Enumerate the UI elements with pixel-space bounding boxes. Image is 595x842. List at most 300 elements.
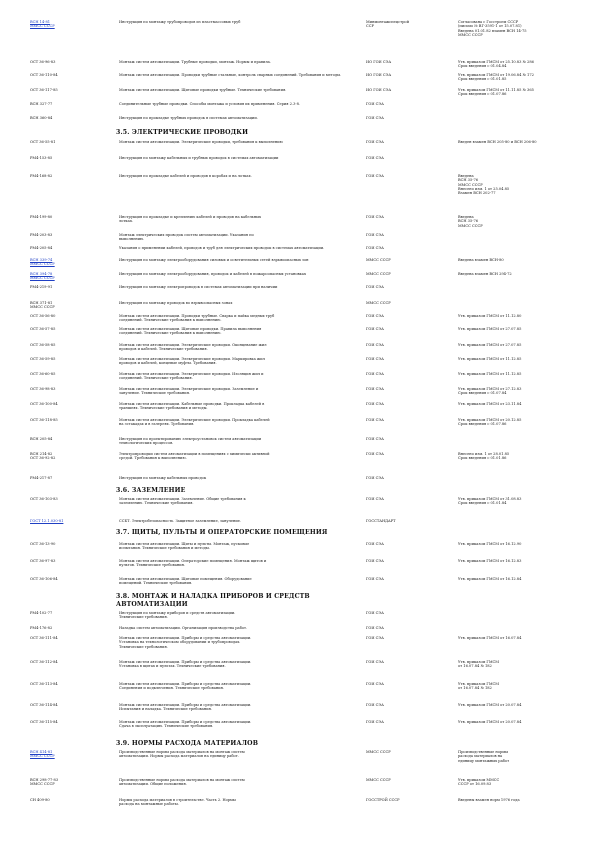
document-status-line: Утв. приказом ГМСМ от 11.12.80 xyxy=(458,314,522,318)
document-code-line: ОСТ 36-96-83 xyxy=(30,60,56,64)
document-code-line: ММСС СССР xyxy=(30,782,55,787)
document-status-line: Утв. приказом ГМСМ от 25.10.83 № 286 xyxy=(458,60,534,64)
document-title-line: Соединительные трубные проводки. Способы монтажа и условия их применения. Серия 2.3-8. xyxy=(119,102,301,106)
document-title xyxy=(119,372,366,381)
document-status xyxy=(458,215,575,228)
document-organization xyxy=(366,258,458,267)
document-code-line: ОСТ 36-13-90 xyxy=(30,542,56,546)
document-status xyxy=(458,682,575,691)
document-organization xyxy=(366,611,458,620)
document-status-line: ММСС СССР xyxy=(458,182,483,187)
document-status-line: Утв. приказом ГМСМ от 20.12.85 xyxy=(458,418,522,422)
document-code-line: ОСТ 36-56-80 xyxy=(30,314,56,318)
document-title-line: Монтаж электрических проводок систем автоматизации. Указания по xyxy=(119,233,254,237)
document-title-line: Инструкция по монтажу электрооборудования, проводок и кабелей в пожароопасных установках xyxy=(119,272,306,276)
document-title-line: Монтаж систем автоматизации. Щитовые помещения. Оборудование xyxy=(119,577,252,581)
document-row xyxy=(30,285,575,289)
document-organization-line: ГОИ СЭА xyxy=(366,285,384,289)
document-code-line: ОСТ 36-117-85 xyxy=(30,88,58,92)
document-organization xyxy=(366,215,458,228)
document-status xyxy=(458,327,575,336)
document-code-line[interactable]: ММСС СССР xyxy=(30,754,55,759)
document-title-line: средой. Требования к выполнению. xyxy=(119,456,187,461)
document-code[interactable] xyxy=(30,519,119,523)
document-row xyxy=(30,577,575,586)
document-code-line[interactable]: ГОСТ 12.1.030-81 xyxy=(30,519,64,523)
document-status-line: Введен взамен ВСН 205-80 и ВСН 206-80 xyxy=(458,140,537,144)
document-code xyxy=(30,798,119,807)
document-title-line: Технические требования. xyxy=(119,615,168,620)
document-row xyxy=(30,140,575,144)
document-code xyxy=(30,559,119,568)
document-title-line: Монтаж систем автоматизации. Электрические проводки, требования к выполнению xyxy=(119,140,283,144)
document-status-line: Введена xyxy=(458,215,474,219)
document-code xyxy=(30,611,119,620)
document-code-line: ОСТ 36-115-84 xyxy=(30,720,58,724)
document-status xyxy=(458,402,575,411)
document-row xyxy=(30,156,575,160)
document-title xyxy=(119,116,366,120)
document-title xyxy=(119,720,366,729)
document-code xyxy=(30,778,119,787)
document-organization-line: ИО ГОИ СЭА xyxy=(366,73,392,77)
document-row xyxy=(30,343,575,352)
document-organization-line: ГОИ СЭА xyxy=(366,387,384,391)
document-organization xyxy=(366,402,458,411)
document-organization xyxy=(366,343,458,352)
document-status-line: Утв. приказом ГМСМ xyxy=(458,682,499,686)
document-code xyxy=(30,636,119,649)
document-organization xyxy=(366,314,458,323)
document-status xyxy=(458,497,575,506)
document-organization xyxy=(366,452,458,461)
document-status xyxy=(458,343,575,352)
document-title-line: Монтаж систем автоматизации. Электрические проводки. Маркировка жил xyxy=(119,357,265,361)
document-organization-line: ГОИ СЭА xyxy=(366,233,384,237)
document-title xyxy=(119,233,366,242)
section-heading: 3.8. МОНТАЖ И НАЛАДКА ПРИБОРОВ И СРЕДСТВ xyxy=(116,593,310,600)
document-title-line: Монтаж систем автоматизации. Операторские помещения. Монтаж щитов и xyxy=(119,559,267,563)
document-status xyxy=(458,233,575,242)
document-status-line: ВСН 35-76 xyxy=(458,219,479,224)
document-row xyxy=(30,611,575,620)
document-code-line: РМ4-153-85 xyxy=(30,156,53,160)
document-title xyxy=(119,611,366,620)
document-title xyxy=(119,660,366,669)
document-status-line: Утв. приказом ГМСМ от 11.12.85 xyxy=(458,357,522,361)
document-code-line[interactable]: ВСН 394-78 xyxy=(30,272,53,276)
document-code-line: РМ4-217-87 xyxy=(30,476,53,480)
document-organization-line: ГОИ СЭА xyxy=(366,174,384,178)
document-organization xyxy=(366,233,458,242)
document-code xyxy=(30,60,119,69)
document-code-line: ОСТ 36-118-85 xyxy=(30,418,58,422)
document-status-line: Утв. приказом ГМСМ xyxy=(458,660,499,664)
document-organization-line: ИО ГОИ СЭА xyxy=(366,60,392,64)
document-status xyxy=(458,156,575,160)
document-code-line[interactable]: ВСН 14-81 xyxy=(30,20,51,24)
document-status xyxy=(458,140,575,144)
document-code-line: ОСТ 36-103-83 xyxy=(30,497,58,501)
document-status-line: Утв. приказом ММСС xyxy=(458,778,500,782)
document-title xyxy=(119,20,366,37)
document-code xyxy=(30,102,119,106)
document-organization xyxy=(366,285,458,289)
document-code xyxy=(30,357,119,366)
document-status-line: Срок введения с 01.04.84 xyxy=(458,64,507,69)
document-code-line[interactable]: ММСС СССР xyxy=(30,262,55,267)
document-code-line: ОСТ 36-111-84 xyxy=(30,636,58,640)
document-title xyxy=(119,285,366,289)
document-status xyxy=(458,357,575,366)
document-organization xyxy=(366,357,458,366)
document-status-line: Введена 01.01.82 взамен ВСН 14-75 xyxy=(458,28,527,33)
document-organization xyxy=(366,476,458,480)
document-title-line: соединений. Технические требования. xyxy=(119,376,193,381)
document-organization xyxy=(366,174,458,195)
document-title-line: Монтаж систем автоматизации. Электрические проводки. Изоляция жил и xyxy=(119,372,264,376)
document-code xyxy=(30,437,119,446)
document-status-line: Введена взамен ВСН 294-72 xyxy=(458,272,512,276)
document-code xyxy=(30,577,119,586)
document-status xyxy=(458,519,575,523)
document-status xyxy=(458,301,575,310)
document-row xyxy=(30,542,575,551)
document-code[interactable] xyxy=(30,750,119,763)
document-title xyxy=(119,215,366,228)
document-title-line: Производственные нормы расхода материалов на монтаж систем xyxy=(119,778,245,782)
document-organization xyxy=(366,519,458,523)
document-title-line: технологических процессов. xyxy=(119,441,174,446)
document-code xyxy=(30,343,119,352)
document-title xyxy=(119,497,366,506)
document-organization xyxy=(366,497,458,506)
document-code xyxy=(30,497,119,506)
document-title xyxy=(119,542,366,551)
document-code xyxy=(30,660,119,669)
document-status-line: Срок введения с 01.01.85 xyxy=(458,77,507,82)
document-code-line: СН 409-80 xyxy=(30,798,50,802)
document-code-line: ВСН 360-84 xyxy=(30,116,53,120)
document-status-line: ВСН 35-76 xyxy=(458,178,479,183)
document-status-line: Утв. приказом ГМСМ от 16.07.84 xyxy=(458,636,522,640)
document-organization-line: ГОИ СЭА xyxy=(366,156,384,160)
document-status xyxy=(458,798,575,807)
document-status-line: Срок введения с 01.01.86 xyxy=(458,456,507,461)
document-row xyxy=(30,452,575,461)
document-status xyxy=(458,174,575,195)
document-code xyxy=(30,476,119,480)
document-title-line: проводов и кабелей. Технические требования. xyxy=(119,347,208,352)
document-code xyxy=(30,233,119,242)
document-code-line: ОСТ 36-113-84 xyxy=(30,682,58,686)
document-title-line: лотках. xyxy=(119,219,133,224)
document-title-line: Производственные нормы расхода материалов на монтаж систем xyxy=(119,750,245,754)
document-title-line: Соединения и подключения. Технические требования. xyxy=(119,686,225,691)
document-organization xyxy=(366,272,458,281)
document-row xyxy=(30,750,575,763)
document-title-line: Наладка систем автоматизации. Организация производства работ. xyxy=(119,626,248,630)
document-organization xyxy=(366,542,458,551)
document-code-line: РМ4-199-80 xyxy=(30,215,53,219)
document-status xyxy=(458,476,575,480)
document-status-line: Утв. приказом ГМСМ от 27.12.83 xyxy=(458,387,522,391)
document-organization xyxy=(366,372,458,381)
document-organization-line: ГОИ СЭА xyxy=(366,611,384,615)
document-row xyxy=(30,314,575,323)
document-title-line: Нормы расхода материалов в строительстве. Часть 2. Нормы xyxy=(119,798,236,802)
document-code xyxy=(30,703,119,712)
document-code xyxy=(30,542,119,551)
document-status-line: Срок введения с 01.07.84 xyxy=(458,391,507,396)
document-row xyxy=(30,798,575,807)
document-row xyxy=(30,682,575,691)
document-organization-line: ГОИ СЭА xyxy=(366,559,384,563)
document-code xyxy=(30,682,119,691)
document-organization xyxy=(366,577,458,586)
document-code[interactable] xyxy=(30,258,119,267)
document-title xyxy=(119,636,366,649)
document-organization xyxy=(366,387,458,396)
document-code-line[interactable]: ММСС СССР xyxy=(30,276,55,281)
document-status-line: Утв. приказом ГМСМ от 31.08.83 xyxy=(458,497,522,501)
document-code-line: РМ4-102-77 xyxy=(30,611,53,615)
document-title xyxy=(119,402,366,411)
document-code[interactable] xyxy=(30,272,119,281)
document-row xyxy=(30,327,575,336)
document-organization xyxy=(366,778,458,787)
document-row xyxy=(30,301,575,310)
document-title xyxy=(119,73,366,82)
section-heading: 3.5. ЭЛЕКТРИЧЕСКИЕ ПРОВОДКИ xyxy=(116,129,249,136)
document-code xyxy=(30,73,119,82)
document-title xyxy=(119,258,366,267)
document-row xyxy=(30,402,575,411)
document-title-line: Электропроводки систем автоматизации в помещениях с химически активной xyxy=(119,452,270,456)
document-status-line: ММСС СССР xyxy=(458,223,483,228)
document-row xyxy=(30,372,575,381)
document-organization xyxy=(366,246,458,250)
document-status xyxy=(458,60,575,69)
document-title-line: зануление. Технические требования. xyxy=(119,391,191,396)
document-code xyxy=(30,327,119,336)
document-organization xyxy=(366,626,458,630)
document-title xyxy=(119,577,366,586)
document-title-line: Монтаж систем автоматизации. Приборы и средства автоматизации. xyxy=(119,703,252,707)
document-title xyxy=(119,703,366,712)
document-code xyxy=(30,116,119,120)
document-organization xyxy=(366,102,458,106)
document-code xyxy=(30,387,119,396)
document-status xyxy=(458,372,575,381)
document-code-line: ВСН 371-81 xyxy=(30,301,53,305)
document-organization-line: ММСС СССР xyxy=(366,258,391,262)
document-status-line: Внесено изм. 1 от 25.04.85 xyxy=(458,186,510,191)
document-code xyxy=(30,285,119,289)
document-status xyxy=(458,88,575,97)
document-organization xyxy=(366,60,458,69)
document-row xyxy=(30,60,575,69)
document-title xyxy=(119,519,366,523)
section-heading: 3.9. НОРМЫ РАСХОДА МАТЕРИАЛОВ xyxy=(116,740,259,747)
document-title xyxy=(119,387,366,396)
document-organization-line: ГОССТРОЙ СССР xyxy=(366,798,400,802)
document-status-line: Утв. приказом ГМСМ от 16.12.83 xyxy=(458,559,522,563)
document-row xyxy=(30,703,575,712)
document-code xyxy=(30,156,119,160)
document-status-line: СССР от 16.09.83 xyxy=(458,782,492,787)
document-title-line: Монтаж систем автоматизации. Приборы и средства автоматизации. xyxy=(119,682,252,686)
document-row xyxy=(30,174,575,195)
document-title-line: Монтаж систем автоматизации. Проводки трубные. Сварка и пайка медных труб xyxy=(119,314,275,318)
document-row xyxy=(30,246,575,250)
document-status-line: Взамен ВСН 202-77 xyxy=(458,191,496,196)
document-title-line: Монтаж систем автоматизации. Приборы и средства автоматизации. xyxy=(119,636,252,640)
document-title xyxy=(119,60,366,69)
document-status-line: (письмо № ВГ-3591-1 от 15.07.81) xyxy=(458,24,522,29)
document-organization-line: ГОИ СЭА xyxy=(366,497,384,501)
document-code-line: ОСТ 36-57-85 xyxy=(30,327,56,331)
document-row xyxy=(30,73,575,82)
document-status xyxy=(458,577,575,586)
document-title-line: Инструкция по монтажу электропроводок в системах автоматизации при наличии xyxy=(119,285,278,289)
document-status-line: Введена xyxy=(458,174,474,178)
document-title-line: Технические требования. xyxy=(119,644,168,649)
document-status xyxy=(458,559,575,568)
document-title-line: Монтаж систем автоматизации. Заземление. Общие требования к xyxy=(119,497,246,501)
document-title-line: Инструкция по монтажу кабельных проводок xyxy=(119,476,207,480)
document-row xyxy=(30,215,575,228)
document-title xyxy=(119,418,366,427)
document-organization xyxy=(366,20,458,37)
document-code xyxy=(30,720,119,729)
document-code-line[interactable]: ВСН 414-81 xyxy=(30,750,53,754)
document-title-line: Монтаж систем автоматизации. Электрические проводки. Заземление и xyxy=(119,387,259,391)
document-row xyxy=(30,418,575,427)
document-status xyxy=(458,660,575,669)
document-title-line: Сдача в эксплуатацию. Технические требования. xyxy=(119,724,214,729)
document-code xyxy=(30,88,119,97)
document-title-line: Инструкция по монтажу проводок во взрывоопасных зонах xyxy=(119,301,233,305)
document-code-line: ОСТ 36-114-84 xyxy=(30,703,58,707)
document-organization-line: ГОИ СЭА xyxy=(366,357,384,361)
document-status xyxy=(458,703,575,712)
document-title-line: траншеях. Технические требования и методы. xyxy=(119,406,208,411)
document-title-line: Монтаж систем автоматизации. Щитовые проводки. Правила выполнения xyxy=(119,327,262,331)
document-organization-line: ГОИ СЭА xyxy=(366,577,384,581)
document-status xyxy=(458,387,575,396)
document-title xyxy=(119,314,366,323)
document-title-line: Инструкция по монтажу приборов и средств автоматизации. xyxy=(119,611,236,615)
document-code-line: РМ4-168-82 xyxy=(30,174,53,178)
section-heading: 3.7. ЩИТЫ, ПУЛЬТЫ И ОПЕРАТОРСКИЕ ПОМЕЩЕНИЯ xyxy=(116,529,328,536)
document-code[interactable] xyxy=(30,20,119,37)
document-row xyxy=(30,116,575,120)
document-row xyxy=(30,519,575,523)
document-status-line: Утв. приказом ГМСМ от 20.07.84 xyxy=(458,703,522,707)
document-code xyxy=(30,314,119,323)
document-title xyxy=(119,327,366,336)
document-organization xyxy=(366,437,458,446)
document-row xyxy=(30,660,575,669)
document-title-line: Инструкция по прокладке кабелей и проводов в коробах и на лотках. xyxy=(119,174,252,178)
document-title-line: испытания. Технические требования и методы. xyxy=(119,546,210,551)
document-code xyxy=(30,402,119,411)
document-row xyxy=(30,258,575,267)
document-code-line: ОСТ 36-55-81 xyxy=(30,140,56,144)
document-organization-line: ГОИ СЭА xyxy=(366,720,384,724)
document-title-line: Испытания и наладка. Технические требования. xyxy=(119,707,212,712)
document-organization-line: ГОИ СЭА xyxy=(366,437,384,441)
document-organization-line: ГОИ СЭА xyxy=(366,116,384,120)
document-title xyxy=(119,437,366,446)
document-title xyxy=(119,272,366,281)
document-status-line: Срок введения с 01.07.86 xyxy=(458,92,507,97)
document-code-line: ОСТ 36-110-84 xyxy=(30,73,58,77)
document-code-line: РМ4-203-83 xyxy=(30,233,53,237)
document-status xyxy=(458,116,575,120)
document-organization xyxy=(366,559,458,568)
document-status-line: от 16.07.84 № 182 xyxy=(458,686,492,691)
document-code-line: ОСТ 36-98-83 xyxy=(30,387,56,391)
document-code-line: РМ4-205-84 xyxy=(30,246,53,250)
document-title xyxy=(119,343,366,352)
document-organization-line: ГОИ СЭА xyxy=(366,636,384,640)
document-code-line: ОСТ 36-92-82 xyxy=(30,456,56,461)
document-organization-line: ССР xyxy=(366,24,374,29)
section-heading: АВТОМАТИЗАЦИИ xyxy=(116,601,188,608)
document-code-line: РМ4-219-91 xyxy=(30,285,53,289)
document-title xyxy=(119,357,366,366)
document-status-line: Срок введения с 01.01.84 xyxy=(458,501,507,506)
document-title-line: Указания о применении кабелей, проводов и труб для электрических проводок в системах автоматизации. xyxy=(119,246,325,250)
document-title-line: Монтаж систем автоматизации. Кабельные проводки. Прокладка кабелей в xyxy=(119,402,265,406)
document-status xyxy=(458,452,575,461)
document-title xyxy=(119,476,366,480)
document-title xyxy=(119,246,366,250)
document-organization xyxy=(366,798,458,807)
document-status-line: Согласована с Госстроем СССР xyxy=(458,20,519,24)
document-organization-line: ГОИ СЭА xyxy=(366,246,384,250)
document-status-line: расхода материалов на xyxy=(458,754,503,759)
document-title-line: Монтаж систем автоматизации. Трубные проводки, монтаж. Нормы и правила. xyxy=(119,60,271,64)
document-row xyxy=(30,626,575,630)
document-status xyxy=(458,750,575,763)
document-title-line: Инструкция по монтажу трубопроводов из пластмассовых труб xyxy=(119,20,241,24)
document-code-line[interactable]: ММСС СССР xyxy=(30,24,55,29)
document-code-line[interactable]: ВСН 339-74 xyxy=(30,258,53,262)
document-code xyxy=(30,418,119,427)
document-code-line: ОСТ 36-112-84 xyxy=(30,660,58,664)
document-title-line: Монтаж систем автоматизации. Щиты и пульты. Монтаж, пусковые xyxy=(119,542,250,546)
document-code xyxy=(30,246,119,250)
document-row xyxy=(30,437,575,446)
document-row xyxy=(30,102,575,106)
document-organization-line: ГОССТАНДАРТ xyxy=(366,519,396,523)
document-status xyxy=(458,542,575,551)
document-organization-line: ГОИ СЭА xyxy=(366,402,384,406)
document-status-line: Производственные нормы xyxy=(458,750,508,754)
document-title xyxy=(119,778,366,787)
document-title xyxy=(119,140,366,144)
document-organization xyxy=(366,418,458,427)
document-organization-line: ММСС СССР xyxy=(366,301,391,305)
document-status-line: Введены взамен норм 1976 года xyxy=(458,798,520,802)
document-row xyxy=(30,497,575,506)
document-row xyxy=(30,559,575,568)
document-code-line: ВСН 205-84 xyxy=(30,437,53,441)
document-organization-line: ГОИ СЭА xyxy=(366,476,384,480)
